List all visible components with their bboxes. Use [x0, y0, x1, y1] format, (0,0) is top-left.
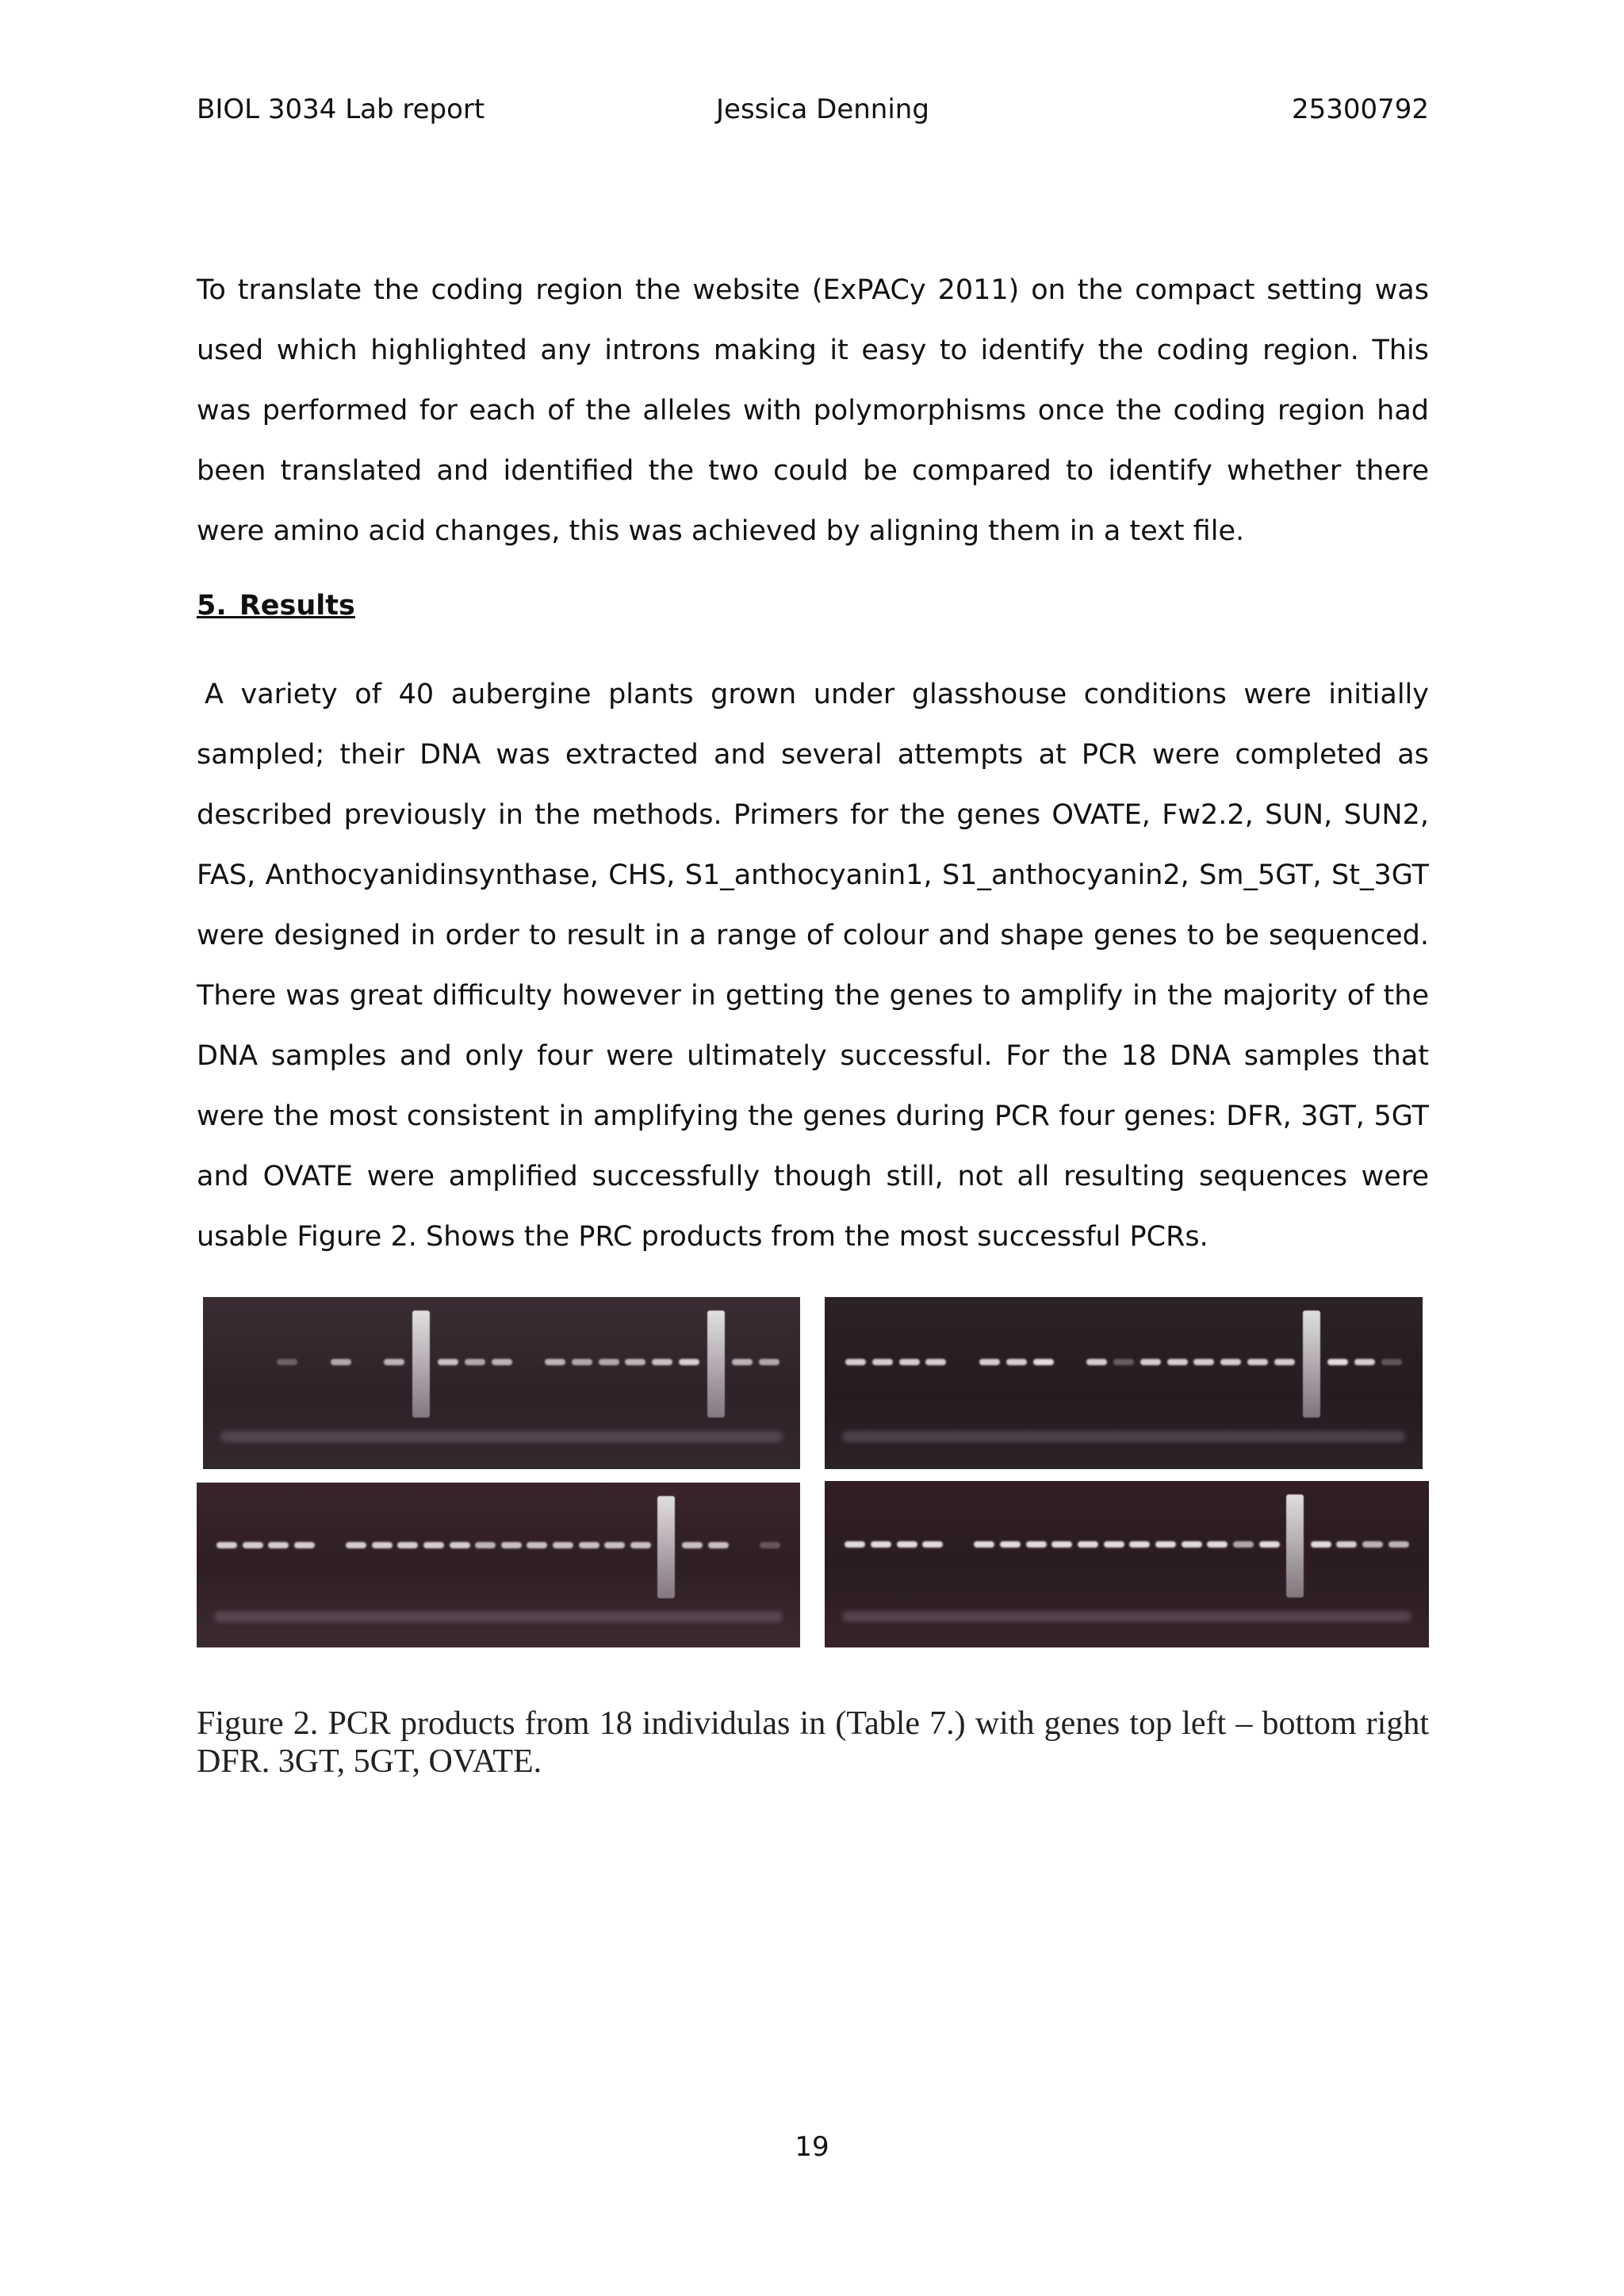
pcr-band [1327, 1359, 1348, 1365]
primer-smear [220, 1431, 783, 1442]
pcr-band [450, 1542, 470, 1548]
dna-ladder [412, 1311, 430, 1418]
pcr-band [1104, 1541, 1124, 1548]
pcr-band [1220, 1359, 1241, 1365]
pcr-band [1362, 1541, 1383, 1548]
pcr-band [759, 1359, 779, 1365]
pcr-band [1259, 1541, 1280, 1548]
pcr-band [1233, 1541, 1254, 1548]
pcr-band [397, 1542, 418, 1548]
pcr-band [652, 1359, 672, 1365]
pcr-band [979, 1359, 1000, 1365]
pcr-band [1336, 1541, 1357, 1548]
pcr-band [871, 1541, 891, 1548]
pcr-band [438, 1359, 458, 1365]
pcr-band [501, 1542, 522, 1548]
pcr-band [1086, 1359, 1107, 1365]
dna-ladder [1303, 1311, 1320, 1418]
pcr-band [925, 1359, 946, 1365]
pcr-band [423, 1542, 444, 1548]
pcr-band [372, 1542, 393, 1548]
pcr-band [579, 1542, 599, 1548]
results-heading: 5. Results [197, 590, 355, 622]
pcr-band [1051, 1541, 1072, 1548]
header-student-id: 25300792 [1291, 94, 1429, 125]
pcr-band [1155, 1541, 1176, 1548]
pcr-band [277, 1359, 297, 1365]
pcr-band [1113, 1359, 1134, 1365]
pcr-band [268, 1542, 289, 1548]
primer-smear [842, 1431, 1405, 1442]
gel-image-5gt [197, 1483, 800, 1647]
pcr-band [553, 1542, 573, 1548]
pcr-band [1354, 1359, 1375, 1365]
page-header [197, 94, 1429, 138]
pcr-band [572, 1359, 592, 1365]
pcr-band [630, 1542, 651, 1548]
pcr-band [1182, 1541, 1202, 1548]
pcr-band [545, 1359, 565, 1365]
pcr-band [845, 1541, 865, 1548]
pcr-band [974, 1541, 994, 1548]
pcr-band [492, 1359, 512, 1365]
pcr-band [1033, 1359, 1054, 1365]
pcr-band [331, 1359, 351, 1365]
dna-ladder [1286, 1494, 1304, 1598]
pcr-band [294, 1542, 315, 1548]
pcr-band [922, 1541, 943, 1548]
page-number: 19 [795, 2131, 829, 2163]
pcr-band [1140, 1359, 1161, 1365]
pcr-band [604, 1542, 625, 1548]
gel-image-dfr [203, 1297, 800, 1469]
pcr-band [599, 1359, 619, 1365]
pcr-band [1129, 1541, 1150, 1548]
pcr-band [625, 1359, 645, 1365]
pcr-band [216, 1542, 237, 1548]
primer-smear [214, 1611, 783, 1622]
pcr-band [1247, 1359, 1268, 1365]
pcr-band [243, 1542, 263, 1548]
pcr-band [1274, 1359, 1295, 1365]
pcr-band [897, 1541, 917, 1548]
pcr-band [1381, 1359, 1402, 1365]
figure-caption: Figure 2. PCR products from 18 individulas in (Table 7.) with genes top left – bottom right DFR. 3GT, 5GT, OVATE. [197, 1705, 1429, 1780]
pcr-band [1311, 1541, 1331, 1548]
pcr-band [1388, 1541, 1409, 1548]
gel-image-3gt [825, 1297, 1423, 1469]
pcr-band [872, 1359, 893, 1365]
pcr-band [845, 1359, 866, 1365]
dna-ladder [707, 1311, 725, 1418]
pcr-band [708, 1542, 729, 1548]
pcr-band [475, 1542, 496, 1548]
header-author: Jessica Denning [716, 94, 929, 125]
pcr-band [465, 1359, 485, 1365]
pcr-band [384, 1359, 404, 1365]
pcr-band [1026, 1541, 1047, 1548]
pcr-band [1000, 1541, 1021, 1548]
methods-paragraph: To translate the coding region the website (ExPACy 2011) on the compact setting was used which highlighted any introns making it easy to identify the coding region. This was performed for each of the alleles with polymorphisms once the coding region had been translated and identified the two could be compared to identify whether there were amino acid changes, this was achieved by aligning them in a text file. [197, 274, 1429, 547]
gel-image-ovate [825, 1481, 1429, 1647]
pcr-band [346, 1542, 366, 1548]
pcr-band [1078, 1541, 1098, 1548]
pcr-band [679, 1359, 699, 1365]
pcr-band [1193, 1359, 1214, 1365]
primer-smear [842, 1611, 1411, 1622]
pcr-band [899, 1359, 920, 1365]
pcr-band [732, 1359, 753, 1365]
pcr-band [1167, 1359, 1188, 1365]
dna-ladder [657, 1496, 675, 1598]
pcr-band [760, 1542, 780, 1548]
pcr-band [527, 1542, 547, 1548]
pcr-band [1207, 1541, 1228, 1548]
results-paragraph: A variety of 40 aubergine plants grown under glasshouse conditions were initially sampled; their DNA was extracted and several attempts at PCR were completed as described previously in the methods. Primers for the genes OVATE, Fw2.2, SUN, SUN2, FAS, Anthocyanidinsynthase, CHS, S1_anthocyanin1, S1_anthocyanin2, Sm_5GT, St_3GT were designed in order to result in a range of colour and shape genes to be sequenced. There was great difficulty however in getting the genes to amplify in the majority of the DNA samples and only four were ultimately successful. For the 18 DNA samples that were the most consistent in amplifying the genes during PCR four genes: DFR, 3GT, 5GT and OVATE were amplified successfully though still, not all resulting sequences were usable Figure 2. Shows the PRC products from the most successful PCRs. [197, 679, 1429, 1253]
pcr-band [682, 1542, 703, 1548]
pcr-band [1006, 1359, 1027, 1365]
header-course: BIOL 3034 Lab report [197, 94, 485, 125]
